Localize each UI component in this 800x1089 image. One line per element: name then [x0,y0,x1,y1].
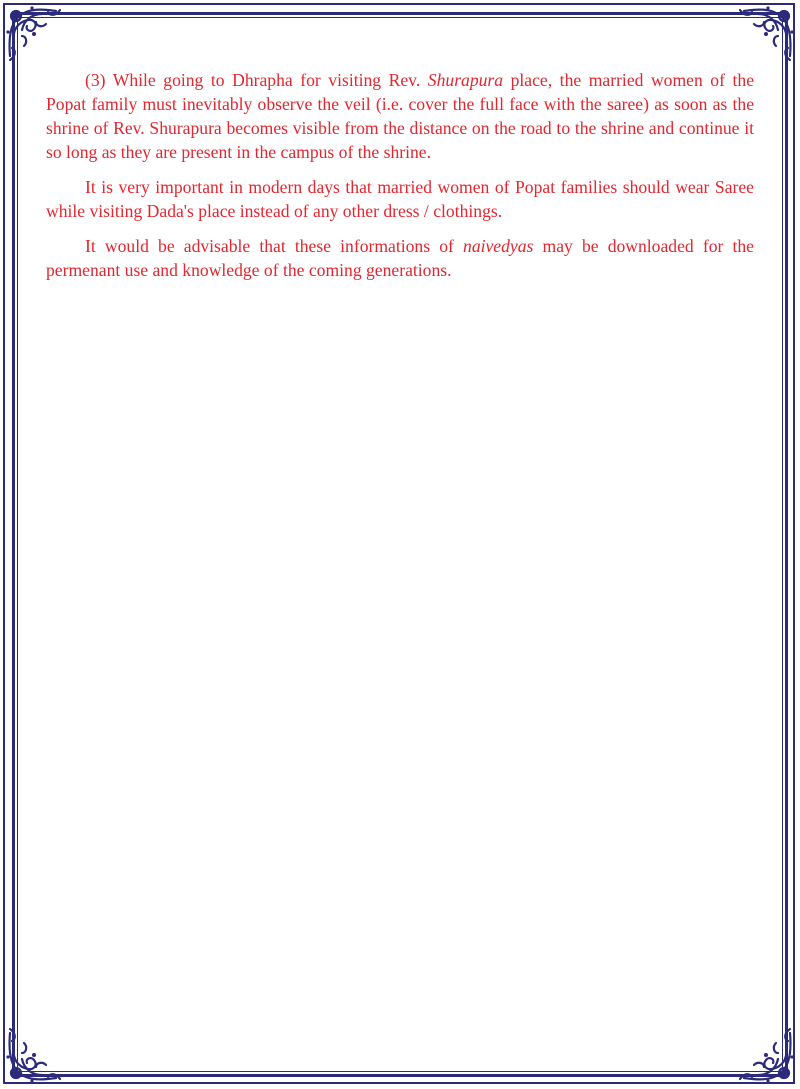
text-run: place, the married women of the Popat family must inevitably observe the veil (i.e. cover the full face with the saree) as soon as the shrine of Rev. Shurapura becomes visible from the distance on the road to the shrine and continue it so long as they are present in the campus of the shrine. [46,70,755,162]
text-run: may be downloaded for the permenant use and knowledge of the coming generations. [46,236,754,280]
corner-ornament-icon [736,1025,798,1087]
corner-ornament-icon [736,2,798,64]
text-run: (3) While going to Dhrapha for visiting Rev. [85,70,428,90]
text-run-italic: Shurapura [427,70,504,90]
text-run: It is very important in modern days that married women of Popat families should wear Saree while visiting Dada's place instead of any other dress / clothings. [46,177,754,221]
corner-ornament-icon [2,2,64,64]
paragraph-saree [46,175,754,223]
text-run: It would be advisable that these informations of [85,236,464,256]
corner-ornament-icon [2,1025,64,1087]
paragraph-naivedyas [46,234,754,282]
text-run-italic: naivedyas [463,236,534,256]
paragraph-veil-observance [46,68,754,164]
body-text [46,68,754,293]
